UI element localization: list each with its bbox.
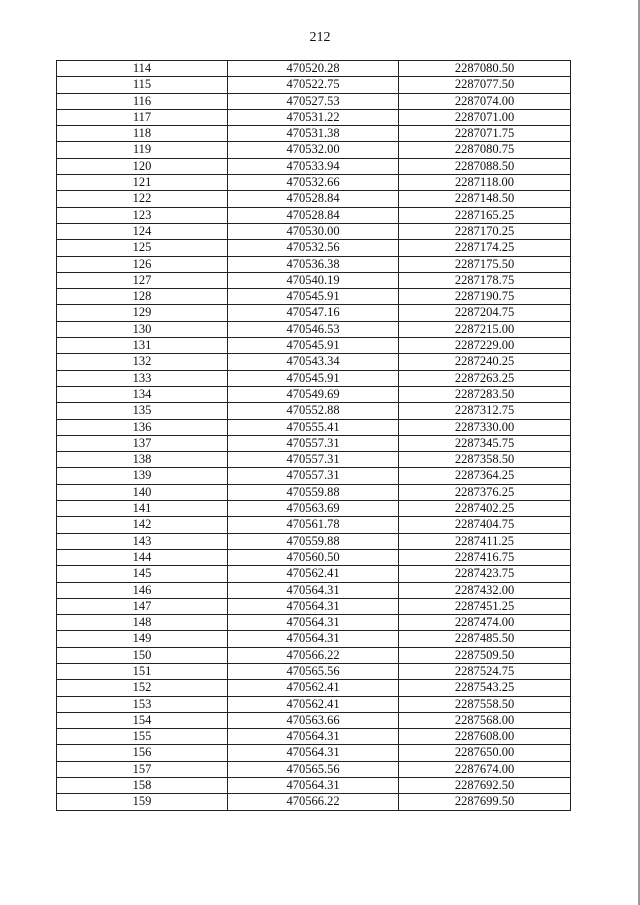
point-number-cell: 120	[57, 158, 228, 174]
x-coordinate-cell: 470532.00	[228, 142, 399, 158]
x-coordinate-cell: 470566.22	[228, 794, 399, 810]
point-number-cell: 116	[57, 93, 228, 109]
point-number-cell: 135	[57, 403, 228, 419]
y-coordinate-cell: 2287345.75	[399, 435, 571, 451]
table-row	[57, 370, 571, 386]
x-coordinate-cell: 470565.56	[228, 761, 399, 777]
table-row	[57, 712, 571, 728]
y-coordinate-cell: 2287312.75	[399, 403, 571, 419]
point-number-cell: 150	[57, 647, 228, 663]
x-coordinate-cell: 470531.22	[228, 109, 399, 125]
y-coordinate-cell: 2287474.00	[399, 615, 571, 631]
table-row	[57, 403, 571, 419]
table-row	[57, 61, 571, 77]
table-row	[57, 240, 571, 256]
y-coordinate-cell: 2287118.00	[399, 175, 571, 191]
x-coordinate-cell: 470531.38	[228, 126, 399, 142]
point-number-cell: 138	[57, 452, 228, 468]
y-coordinate-cell: 2287568.00	[399, 712, 571, 728]
x-coordinate-cell: 470527.53	[228, 93, 399, 109]
x-coordinate-cell: 470565.56	[228, 663, 399, 679]
point-number-cell: 124	[57, 223, 228, 239]
table-row	[57, 256, 571, 272]
y-coordinate-cell: 2287692.50	[399, 778, 571, 794]
point-number-cell: 123	[57, 207, 228, 223]
x-coordinate-cell: 470557.31	[228, 468, 399, 484]
x-coordinate-cell: 470564.31	[228, 729, 399, 745]
point-number-cell: 121	[57, 175, 228, 191]
y-coordinate-cell: 2287080.75	[399, 142, 571, 158]
point-number-cell: 114	[57, 61, 228, 77]
x-coordinate-cell: 470559.88	[228, 533, 399, 549]
y-coordinate-cell: 2287178.75	[399, 272, 571, 288]
point-number-cell: 149	[57, 631, 228, 647]
table-row	[57, 778, 571, 794]
table-row	[57, 680, 571, 696]
table-row	[57, 729, 571, 745]
point-number-cell: 151	[57, 663, 228, 679]
y-coordinate-cell: 2287330.00	[399, 419, 571, 435]
table-row	[57, 191, 571, 207]
table-row	[57, 435, 571, 451]
y-coordinate-cell: 2287077.50	[399, 77, 571, 93]
y-coordinate-cell: 2287071.00	[399, 109, 571, 125]
y-coordinate-cell: 2287080.50	[399, 61, 571, 77]
point-number-cell: 158	[57, 778, 228, 794]
x-coordinate-cell: 470564.31	[228, 598, 399, 614]
x-coordinate-cell: 470520.28	[228, 61, 399, 77]
y-coordinate-cell: 2287240.25	[399, 354, 571, 370]
table-row	[57, 549, 571, 565]
point-number-cell: 159	[57, 794, 228, 810]
table-row	[57, 338, 571, 354]
x-coordinate-cell: 470559.88	[228, 484, 399, 500]
point-number-cell: 131	[57, 338, 228, 354]
y-coordinate-cell: 2287402.25	[399, 501, 571, 517]
table-row	[57, 598, 571, 614]
point-number-cell: 115	[57, 77, 228, 93]
x-coordinate-cell: 470562.41	[228, 566, 399, 582]
x-coordinate-cell: 470557.31	[228, 435, 399, 451]
table-row	[57, 582, 571, 598]
x-coordinate-cell: 470562.41	[228, 696, 399, 712]
y-coordinate-cell: 2287165.25	[399, 207, 571, 223]
y-coordinate-cell: 2287404.75	[399, 517, 571, 533]
y-coordinate-cell: 2287416.75	[399, 549, 571, 565]
point-number-cell: 134	[57, 386, 228, 402]
y-coordinate-cell: 2287699.50	[399, 794, 571, 810]
table-row	[57, 631, 571, 647]
point-number-cell: 144	[57, 549, 228, 565]
y-coordinate-cell: 2287088.50	[399, 158, 571, 174]
x-coordinate-cell: 470545.91	[228, 289, 399, 305]
table-row	[57, 126, 571, 142]
y-coordinate-cell: 2287524.75	[399, 663, 571, 679]
table-row	[57, 419, 571, 435]
y-coordinate-cell: 2287175.50	[399, 256, 571, 272]
x-coordinate-cell: 470562.41	[228, 680, 399, 696]
point-number-cell: 132	[57, 354, 228, 370]
y-coordinate-cell: 2287543.25	[399, 680, 571, 696]
point-number-cell: 130	[57, 321, 228, 337]
point-number-cell: 136	[57, 419, 228, 435]
point-number-cell: 155	[57, 729, 228, 745]
y-coordinate-cell: 2287074.00	[399, 93, 571, 109]
table-row	[57, 696, 571, 712]
table-row	[57, 484, 571, 500]
x-coordinate-cell: 470547.16	[228, 305, 399, 321]
x-coordinate-cell: 470543.34	[228, 354, 399, 370]
point-number-cell: 118	[57, 126, 228, 142]
x-coordinate-cell: 470522.75	[228, 77, 399, 93]
point-number-cell: 137	[57, 435, 228, 451]
point-number-cell: 156	[57, 745, 228, 761]
table-row	[57, 501, 571, 517]
point-number-cell: 152	[57, 680, 228, 696]
table-row	[57, 745, 571, 761]
table-row	[57, 794, 571, 810]
y-coordinate-cell: 2287170.25	[399, 223, 571, 239]
table-row	[57, 647, 571, 663]
point-number-cell: 143	[57, 533, 228, 549]
x-coordinate-cell: 470557.31	[228, 452, 399, 468]
y-coordinate-cell: 2287174.25	[399, 240, 571, 256]
x-coordinate-cell: 470564.31	[228, 778, 399, 794]
table-row	[57, 142, 571, 158]
table-row	[57, 761, 571, 777]
x-coordinate-cell: 470536.38	[228, 256, 399, 272]
x-coordinate-cell: 470540.19	[228, 272, 399, 288]
coordinates-table	[56, 60, 571, 811]
x-coordinate-cell: 470560.50	[228, 549, 399, 565]
y-coordinate-cell: 2287071.75	[399, 126, 571, 142]
x-coordinate-cell: 470564.31	[228, 615, 399, 631]
table-row	[57, 566, 571, 582]
table-row	[57, 468, 571, 484]
x-coordinate-cell: 470555.41	[228, 419, 399, 435]
point-number-cell: 157	[57, 761, 228, 777]
table-row	[57, 533, 571, 549]
x-coordinate-cell: 470546.53	[228, 321, 399, 337]
x-coordinate-cell: 470549.69	[228, 386, 399, 402]
y-coordinate-cell: 2287283.50	[399, 386, 571, 402]
point-number-cell: 119	[57, 142, 228, 158]
y-coordinate-cell: 2287650.00	[399, 745, 571, 761]
x-coordinate-cell: 470561.78	[228, 517, 399, 533]
y-coordinate-cell: 2287509.50	[399, 647, 571, 663]
point-number-cell: 127	[57, 272, 228, 288]
table-row	[57, 452, 571, 468]
y-coordinate-cell: 2287263.25	[399, 370, 571, 386]
point-number-cell: 122	[57, 191, 228, 207]
y-coordinate-cell: 2287229.00	[399, 338, 571, 354]
y-coordinate-cell: 2287432.00	[399, 582, 571, 598]
table-row	[57, 77, 571, 93]
x-coordinate-cell: 470552.88	[228, 403, 399, 419]
table-row	[57, 207, 571, 223]
x-coordinate-cell: 470528.84	[228, 191, 399, 207]
coordinates-table-body	[57, 61, 571, 811]
point-number-cell: 129	[57, 305, 228, 321]
table-row	[57, 93, 571, 109]
y-coordinate-cell: 2287190.75	[399, 289, 571, 305]
point-number-cell: 148	[57, 615, 228, 631]
x-coordinate-cell: 470566.22	[228, 647, 399, 663]
x-coordinate-cell: 470563.66	[228, 712, 399, 728]
x-coordinate-cell: 470532.56	[228, 240, 399, 256]
point-number-cell: 126	[57, 256, 228, 272]
table-row	[57, 354, 571, 370]
x-coordinate-cell: 470563.69	[228, 501, 399, 517]
table-row	[57, 289, 571, 305]
y-coordinate-cell: 2287674.00	[399, 761, 571, 777]
table-row	[57, 158, 571, 174]
y-coordinate-cell: 2287485.50	[399, 631, 571, 647]
table-row	[57, 223, 571, 239]
page-number: 212	[309, 30, 331, 45]
x-coordinate-cell: 470564.31	[228, 582, 399, 598]
x-coordinate-cell: 470532.66	[228, 175, 399, 191]
point-number-cell: 128	[57, 289, 228, 305]
point-number-cell: 139	[57, 468, 228, 484]
y-coordinate-cell: 2287358.50	[399, 452, 571, 468]
x-coordinate-cell: 470545.91	[228, 370, 399, 386]
y-coordinate-cell: 2287215.00	[399, 321, 571, 337]
x-coordinate-cell: 470530.00	[228, 223, 399, 239]
point-number-cell: 117	[57, 109, 228, 125]
x-coordinate-cell: 470564.31	[228, 631, 399, 647]
point-number-cell: 133	[57, 370, 228, 386]
x-coordinate-cell: 470528.84	[228, 207, 399, 223]
table-row	[57, 305, 571, 321]
table-row	[57, 175, 571, 191]
table-row	[57, 517, 571, 533]
table-row	[57, 109, 571, 125]
y-coordinate-cell: 2287451.25	[399, 598, 571, 614]
table-row	[57, 615, 571, 631]
x-coordinate-cell: 470545.91	[228, 338, 399, 354]
point-number-cell: 145	[57, 566, 228, 582]
y-coordinate-cell: 2287204.75	[399, 305, 571, 321]
table-row	[57, 272, 571, 288]
y-coordinate-cell: 2287608.00	[399, 729, 571, 745]
point-number-cell: 142	[57, 517, 228, 533]
y-coordinate-cell: 2287423.75	[399, 566, 571, 582]
y-coordinate-cell: 2287558.50	[399, 696, 571, 712]
point-number-cell: 154	[57, 712, 228, 728]
point-number-cell: 125	[57, 240, 228, 256]
table-row	[57, 321, 571, 337]
y-coordinate-cell: 2287376.25	[399, 484, 571, 500]
table-row	[57, 386, 571, 402]
point-number-cell: 140	[57, 484, 228, 500]
y-coordinate-cell: 2287148.50	[399, 191, 571, 207]
point-number-cell: 141	[57, 501, 228, 517]
point-number-cell: 153	[57, 696, 228, 712]
table-row	[57, 663, 571, 679]
y-coordinate-cell: 2287364.25	[399, 468, 571, 484]
x-coordinate-cell: 470533.94	[228, 158, 399, 174]
point-number-cell: 146	[57, 582, 228, 598]
point-number-cell: 147	[57, 598, 228, 614]
x-coordinate-cell: 470564.31	[228, 745, 399, 761]
y-coordinate-cell: 2287411.25	[399, 533, 571, 549]
